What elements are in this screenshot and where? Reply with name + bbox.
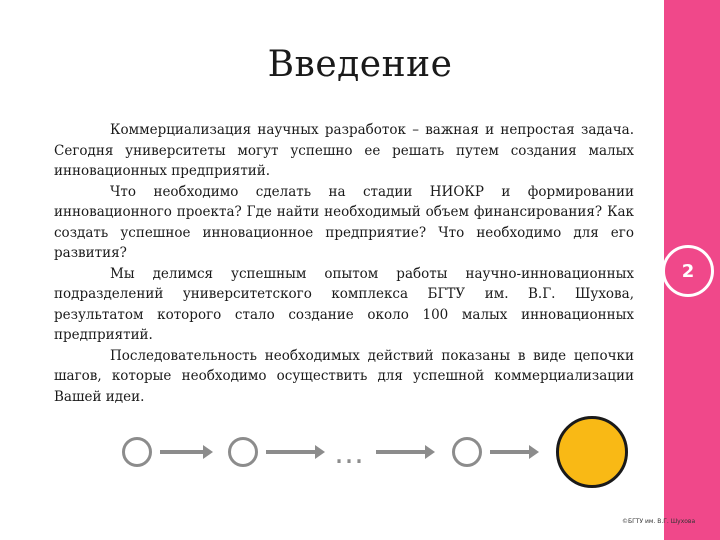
page-number: 2 xyxy=(681,260,695,282)
arrow-icon xyxy=(376,450,426,454)
step-node xyxy=(122,437,152,467)
final-step-node xyxy=(556,416,628,488)
arrow-icon xyxy=(266,450,316,454)
paragraph-questions: Что необходимо сделать на стадии НИОКР и формировании инновационного проекта? Где найти необходимый объем финансирования? Как создать успешное инновационное предприятие? Что необходимо для его развития? xyxy=(54,183,634,261)
paragraph-intro: Коммерциализация научных разработок – важная и непростая задача. Сегодня университеты могут успешно ее решать путем создания малых инновационных предприятий. xyxy=(54,122,634,179)
arrow-icon xyxy=(160,450,204,454)
copyright-text: ©БГТУ им. В.Г. Шухова xyxy=(622,518,696,525)
slide-title: Введение xyxy=(267,44,453,86)
paragraph-experience: Мы делимся успешным опытом работы научно-инновационных подразделений университетского комплекса БГТУ им. В.Г. Шухова, результатом которого стало создание около 100 малых инновационных предприятий. xyxy=(54,265,634,343)
step-node xyxy=(228,437,258,467)
step-node xyxy=(452,437,482,467)
page-number-badge xyxy=(662,245,714,297)
arrow-icon xyxy=(490,450,530,454)
paragraph-sequence: Последовательность необходимых действий показаны в виде цепочки шагов, которые необходимо осуществить для успешной коммерциализации Вашей идеи. xyxy=(54,347,634,405)
chain-ellipsis: … xyxy=(334,436,367,471)
